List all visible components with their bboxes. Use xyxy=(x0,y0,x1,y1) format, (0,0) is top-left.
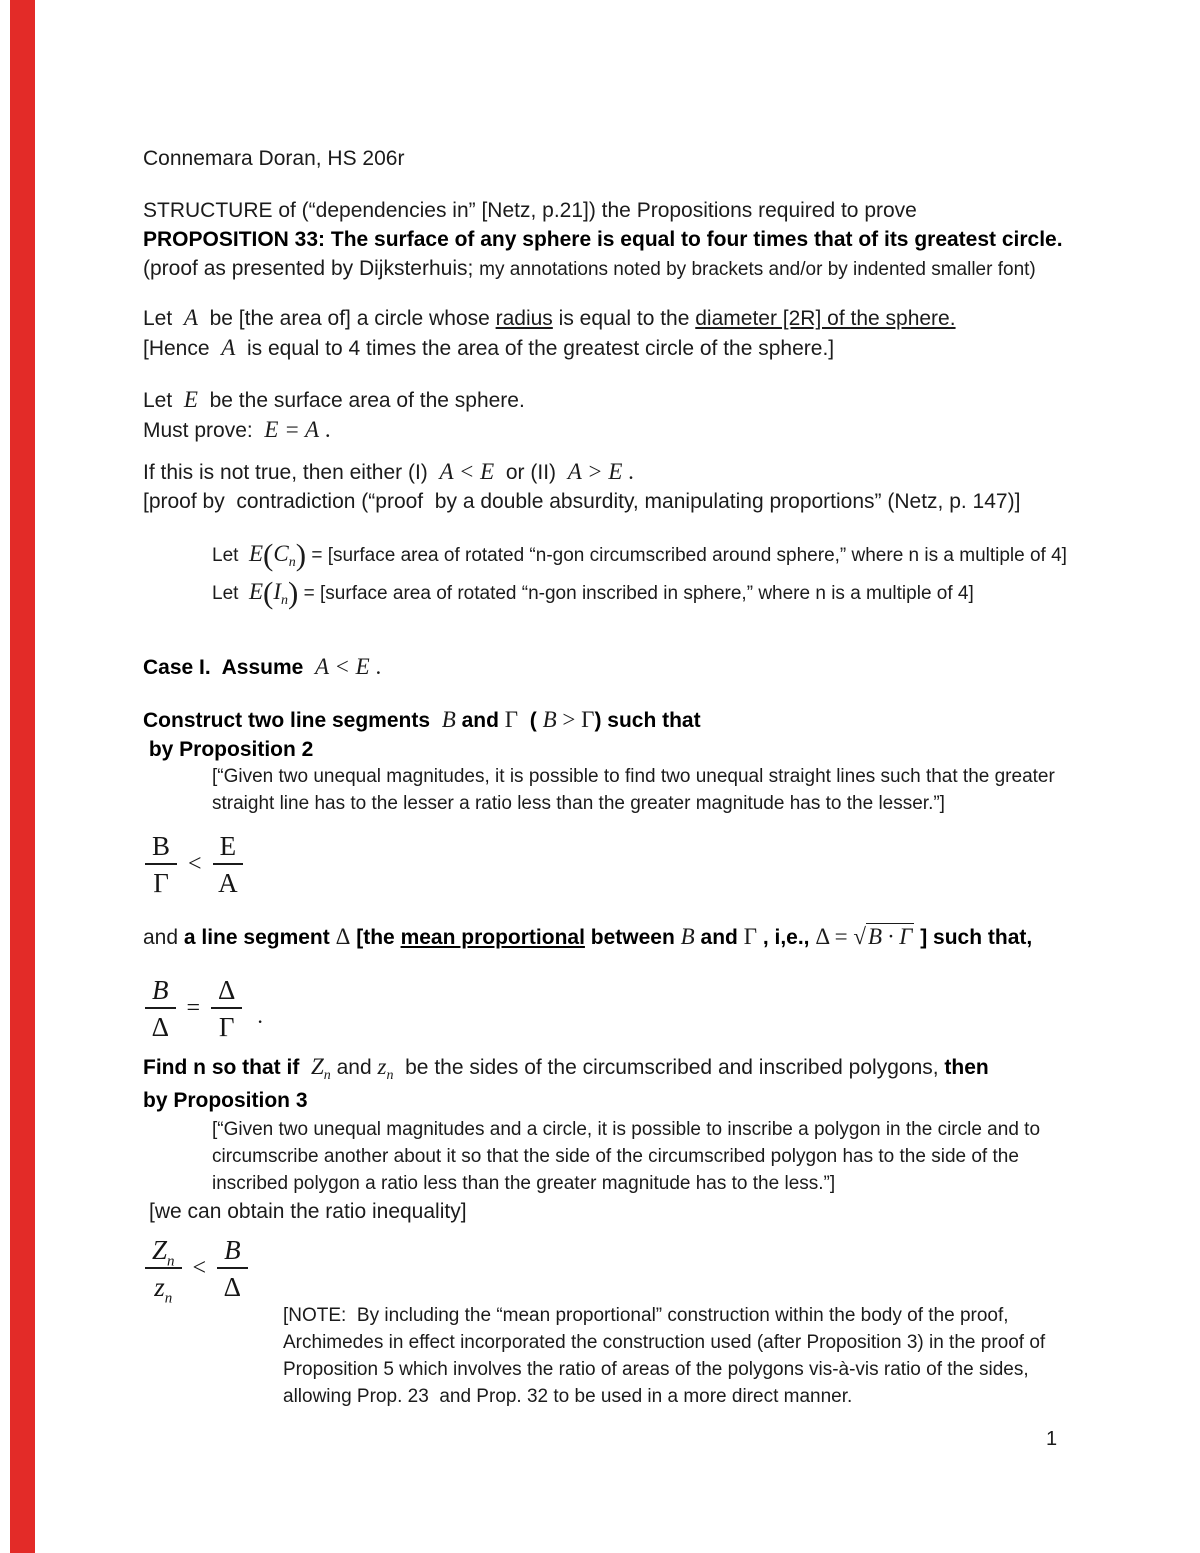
let-e-line xyxy=(143,385,525,415)
text-run: ) such that xyxy=(594,709,701,732)
text-run: = [surface area of rotated “n-gon inscribed in sphere,” where n is a multiple of 4] xyxy=(298,583,974,604)
fraction xyxy=(145,1235,182,1307)
math-var-I: I xyxy=(273,579,282,604)
structure-line: STRUCTURE of (“dependencies in” [Netz, p.21]) the Propositions required to prove xyxy=(143,199,917,222)
fraction xyxy=(211,976,242,1042)
math-var-C: C xyxy=(273,541,289,566)
text-run: is equal to 4 times the area of the greatest circle of the sphere.] xyxy=(235,337,835,360)
text-run: [Hence xyxy=(143,337,222,360)
text-run: Let xyxy=(212,545,249,566)
math-var-E: E xyxy=(248,541,264,566)
math-equation: E = A xyxy=(264,417,320,442)
text-run: Construct two line segments xyxy=(143,709,442,732)
equals-sign: = xyxy=(186,995,201,1022)
text-run: ( xyxy=(518,709,543,732)
close-paren: ) xyxy=(288,575,299,610)
proposition-3-quote xyxy=(212,1116,1040,1197)
underlined-radius: radius xyxy=(495,307,553,330)
subscript-n: n xyxy=(164,1290,173,1307)
must-prove-line xyxy=(143,415,525,445)
construct-line xyxy=(143,705,701,735)
math-var-B: B xyxy=(680,924,695,949)
let-e-paragraph xyxy=(143,385,525,445)
fraction-denominator: A xyxy=(218,868,238,899)
fraction-numerator: E xyxy=(213,832,244,865)
ratio-inequality-line: [we can obtain the ratio inequality] xyxy=(149,1200,467,1223)
text-run: between xyxy=(584,926,681,949)
quote-line: inscribed polygon a ratio less than the greater magnitude has to the less.”] xyxy=(212,1173,836,1194)
if-not-true-line xyxy=(143,457,1020,487)
note-line: Archimedes in effect incorporated the construction used (after Proposition 3) in the proof of xyxy=(283,1332,1046,1353)
proof-by-contradiction-line: [proof by contradiction (“proof by a double absurdity, manipulating proportions” (Netz, p. 147)] xyxy=(143,490,1021,513)
less-than-sign: < xyxy=(188,851,202,878)
page-number: 1 xyxy=(1046,1428,1058,1450)
math-var-A: A xyxy=(183,305,198,330)
math-var-B: B xyxy=(441,707,456,732)
text-run: or (II) xyxy=(494,461,568,484)
def-inscribed-line xyxy=(212,574,1067,612)
subscript-n: n xyxy=(167,1253,175,1270)
open-paren: ( xyxy=(263,537,274,572)
text-run: be the sides of the circumscribed and inscribed polygons, xyxy=(393,1056,945,1079)
mean-proportional-line xyxy=(143,922,1032,952)
text-run: and xyxy=(143,926,184,949)
math-var-A: A xyxy=(221,335,236,360)
note-line: allowing Prop. 23 and Prop. 32 to be used in a more direct manner. xyxy=(283,1386,853,1407)
text-run: If this is not true, then either (I) xyxy=(143,461,440,484)
text-run: a line segment xyxy=(183,926,336,949)
math-relation: > xyxy=(556,707,582,732)
math-inequality: A < E xyxy=(439,459,495,484)
fraction-denominator: Γ xyxy=(153,868,169,899)
text-run: and xyxy=(694,926,744,949)
fraction xyxy=(145,976,176,1042)
quote-line: [“Given two unequal magnitudes and a circle, it is possible to inscribe a polygon in the circle and to xyxy=(212,1119,1041,1140)
math-equation: Δ = xyxy=(815,924,854,949)
text-run: is equal to the xyxy=(552,307,696,330)
fraction-denominator: Γ xyxy=(218,1012,235,1043)
text-run: , i,e., xyxy=(757,926,816,949)
fraction-zn-zn-lt-b-delta xyxy=(145,1235,248,1307)
math-var-E: E xyxy=(248,579,264,604)
trailing-period: . xyxy=(257,1002,263,1028)
quote-line: circumscribe another about it so that the side of the circumscribed polygon has to the side of the xyxy=(212,1146,1019,1167)
text-run: ] such that, xyxy=(914,926,1033,949)
math-var-gamma: Γ xyxy=(743,924,757,949)
quote-line: [“Given two unequal magnitudes, it is possible to find two unequal straight lines such that the greater xyxy=(212,766,1055,787)
text-run: then xyxy=(944,1056,989,1079)
math-inequality: A < E xyxy=(314,654,370,679)
math-var-E: E xyxy=(183,387,198,412)
note-block xyxy=(283,1302,1045,1410)
text-run: and xyxy=(455,709,505,732)
proof-note-normal: (proof as presented by Dijksterhuis; xyxy=(143,257,480,280)
text-run: Let xyxy=(143,389,184,412)
by-proposition-2: by Proposition 2 xyxy=(143,738,314,761)
text-run: . xyxy=(369,654,382,679)
proposition-2-quote xyxy=(212,763,1055,817)
quote-line: straight line has to the lesser a ratio less than the greater magnitude has to the lesser.”] xyxy=(212,793,945,814)
text-run: = [surface area of rotated “n-gon circumscribed around sphere,” where n is a multiple of 4] xyxy=(306,545,1067,566)
fraction-numerator: Δ xyxy=(211,976,242,1009)
subscript-n: n xyxy=(323,1068,331,1084)
text-run: Must prove: xyxy=(143,419,265,442)
if-not-true-paragraph xyxy=(143,457,1020,516)
construct-paragraph xyxy=(143,705,701,764)
close-paren: ) xyxy=(295,537,307,572)
math-var-z: z xyxy=(377,1054,387,1079)
math-var-B: B xyxy=(542,707,557,732)
text-run: be the surface area of the sphere. xyxy=(197,389,525,412)
let-a-paragraph xyxy=(143,303,956,363)
note-line: [NOTE: By including the “mean proportional” construction within the body of the proof, xyxy=(283,1305,1009,1326)
subscript-n: n xyxy=(281,592,289,608)
find-n-line xyxy=(143,1052,989,1082)
sqrt-radicand: B · Γ xyxy=(867,924,913,949)
text-run: Let xyxy=(212,583,249,604)
text-run: Let xyxy=(143,307,184,330)
case-1-label: Case I. Assume xyxy=(143,656,315,679)
math-var-z: z xyxy=(154,1272,165,1303)
proof-note-small: my annotations noted by brackets and/or by indented smaller font) xyxy=(479,259,1036,280)
def-circumscribed-line xyxy=(212,536,1067,574)
case-1-heading xyxy=(143,652,381,682)
math-var-gamma: Γ xyxy=(581,707,595,732)
text-run: be [the area of] a circle whose xyxy=(197,307,496,330)
let-a-line xyxy=(143,303,956,333)
fraction xyxy=(145,832,177,898)
by-proposition-3: by Proposition 3 xyxy=(143,1089,308,1112)
red-edge-stripe xyxy=(10,0,35,1553)
text-run: [the xyxy=(350,926,401,949)
text-run: . xyxy=(622,459,634,484)
math-var-Z: Z xyxy=(152,1235,168,1265)
fraction-numerator: B xyxy=(145,976,176,1009)
fraction-numerator: B xyxy=(217,1236,248,1269)
proposition-title: PROPOSITION 33: The surface of any sphere is equal to four times that of its greatest circle. xyxy=(143,228,1063,251)
text-run: Find n so that if xyxy=(143,1056,311,1079)
subscript-n: n xyxy=(288,554,296,570)
math-var-gamma: Γ xyxy=(504,707,519,732)
fraction-denominator: Δ xyxy=(223,1272,242,1303)
less-than-sign: < xyxy=(192,1255,207,1282)
underlined-mean-proportional: mean proportional xyxy=(400,926,585,949)
math-var-Z: Z xyxy=(310,1054,324,1079)
definitions-block xyxy=(212,536,1067,612)
note-line: Proposition 5 which involves the ratio of areas of the polygons vis-à-vis ratio of the sides, xyxy=(283,1359,1029,1380)
sqrt-radical: √ xyxy=(853,924,866,949)
text-run: . xyxy=(319,417,331,442)
fraction-numerator xyxy=(145,1236,182,1269)
math-var-delta: Δ xyxy=(335,924,351,949)
underlined-diameter: diameter [2R] of the sphere. xyxy=(695,307,956,330)
fraction-denominator xyxy=(154,1269,173,1307)
math-inequality: A > E xyxy=(567,459,623,484)
fraction-numerator: B xyxy=(145,832,177,865)
fraction xyxy=(213,832,244,898)
intro-paragraph xyxy=(143,196,1063,283)
open-paren: ( xyxy=(263,575,274,610)
hence-line xyxy=(143,333,956,363)
fraction-b-delta-eq-delta-gamma xyxy=(145,976,263,1042)
text-run: and xyxy=(330,1056,378,1079)
subscript-n: n xyxy=(386,1068,394,1084)
proof-note-line xyxy=(143,254,1063,283)
fraction-denominator: Δ xyxy=(151,1012,169,1043)
fraction xyxy=(217,1236,248,1302)
author-line: Connemara Doran, HS 206r xyxy=(143,147,405,170)
fraction-b-gamma-lt-e-a xyxy=(145,832,243,898)
